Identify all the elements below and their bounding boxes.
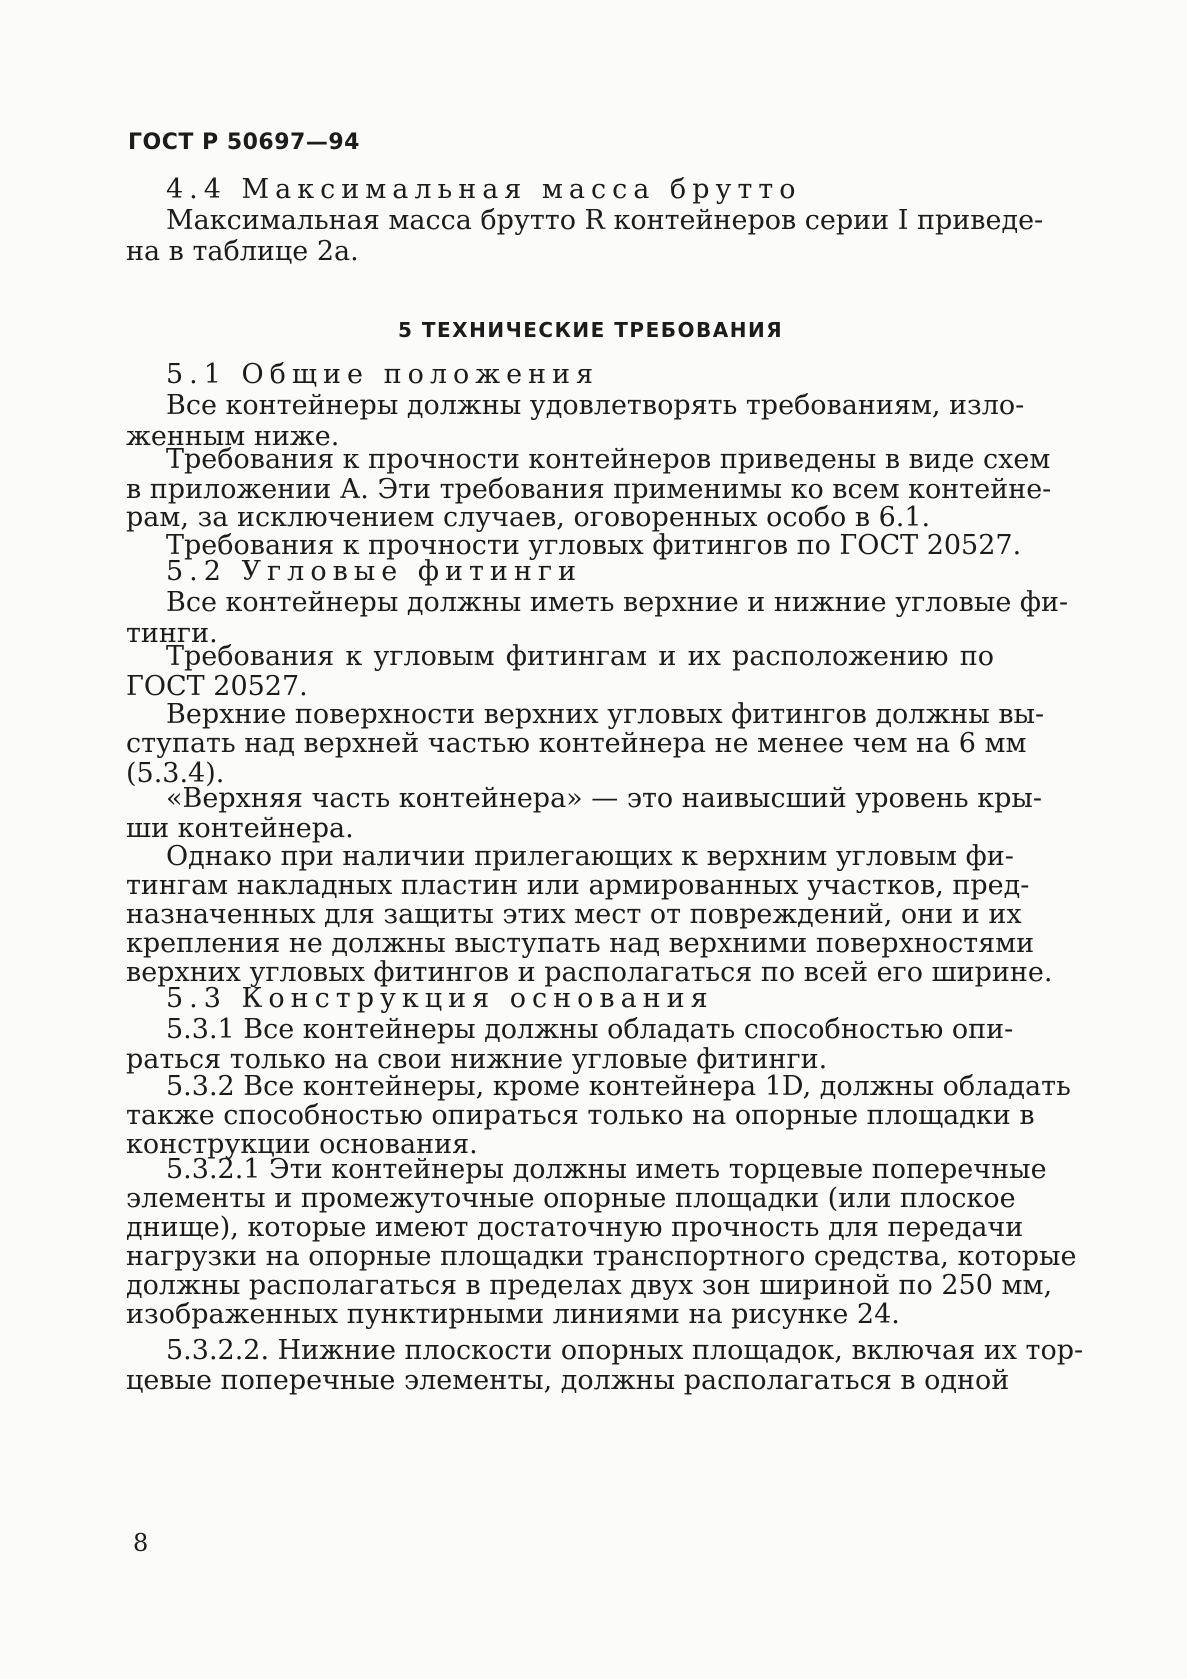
paragraph-line: рам, за исключением случаев, оговоренных особо в 6.1. <box>126 502 931 533</box>
paragraph-line: тинги. <box>126 618 218 649</box>
paragraph-line: также способностью опираться только на опорные площадки в <box>126 1100 1035 1131</box>
paragraph-line: на в таблице 2а. <box>126 236 359 267</box>
section-5-2-heading: 5.2 Угловые фитинги <box>166 556 583 587</box>
paragraph-line: Требования к прочности контейнеров приведены в виде схем <box>166 444 1051 475</box>
paragraph-line: Все контейнеры должны удовлетворять требованиям, изло- <box>166 390 1025 421</box>
paragraph-line: нагрузки на опорные площадки транспортного средства, которые <box>126 1241 1077 1272</box>
paragraph-line: конструкции основания. <box>126 1129 478 1160</box>
paragraph-line: ГОСТ 20527. <box>126 671 308 702</box>
paragraph-line: «Верхняя часть контейнера» — это наивысший уровень кры- <box>166 783 1042 814</box>
paragraph-line: цевые поперечные элементы, должны располагаться в одной <box>126 1365 1010 1396</box>
paragraph-line: Все контейнеры должны иметь верхние и нижние угловые фи- <box>166 587 1069 618</box>
paragraph-line: должны располагаться в пределах двух зон шириной по 250 мм, <box>126 1270 1053 1301</box>
paragraph-line: тингам накладных пластин или армированных участков, пред- <box>126 870 1030 901</box>
paragraph-line: Однако при наличии прилегающих к верхним угловым фи- <box>166 841 1014 872</box>
paragraph-line: Требования к угловым фитингам и их расположению по <box>166 641 994 672</box>
paragraph-line: в приложении А. Эти требования применимы ко всем контейне- <box>126 474 1052 505</box>
paragraph-line: верхних угловых фитингов и располагаться по всей его ширине. <box>126 957 1053 988</box>
paragraph-line: Максимальная масса брутто R контейнеров серии I приведе- <box>166 205 1044 236</box>
paragraph-line: женным ниже. <box>126 421 340 452</box>
paragraph-line: 5.3.1 Все контейнеры должны обладать способностью опи- <box>166 1014 1014 1045</box>
page-number: 8 <box>133 1529 149 1557</box>
section-4-4-heading: 4.4 Максимальная масса брутто <box>166 174 802 205</box>
section-5-1-heading: 5.1 Общие положения <box>166 359 600 390</box>
paragraph-line: 5.3.2.2. Нижние плоскости опорных площадок, включая их тор- <box>166 1335 1084 1366</box>
paragraph-line: 5.3.2.1 Эти контейнеры должны иметь торцевые поперечные <box>166 1154 1047 1185</box>
section-5-title: 5 ТЕХНИЧЕСКИЕ ТРЕБОВАНИЯ <box>398 318 784 342</box>
paragraph-line: назначенных для защиты этих мест от повреждений, они и их <box>126 899 1022 930</box>
paragraph-line: ши контейнера. <box>126 813 354 844</box>
paragraph-line: элементы и промежуточные опорные площадки (или плоское <box>126 1183 1016 1214</box>
paragraph-line: Верхние поверхности верхних угловых фитингов должны вы- <box>166 699 1045 730</box>
paragraph-line: раться только на свои нижние угловые фитинги. <box>126 1044 828 1075</box>
paragraph-line: ступать над верхней частью контейнера не менее чем на 6 мм <box>126 728 1027 759</box>
paragraph-line: днище), которые имеют достаточную прочность для передачи <box>126 1212 1024 1243</box>
document-header: ГОСТ Р 50697—94 <box>128 130 360 155</box>
paragraph-line: крепления не должны выступать над верхними поверхностями <box>126 928 1035 959</box>
section-5-3-heading: 5.3 Конструкция основания <box>166 983 714 1014</box>
paragraph-line: 5.3.2 Все контейнеры, кроме контейнера 1D, должны обладать <box>166 1071 1071 1102</box>
paragraph-line: изображенных пунктирными линиями на рисунке 24. <box>126 1299 900 1330</box>
paragraph-line: (5.3.4). <box>126 758 225 789</box>
paragraph-line: Требования к прочности угловых фитингов по ГОСТ 20527. <box>166 530 1022 561</box>
